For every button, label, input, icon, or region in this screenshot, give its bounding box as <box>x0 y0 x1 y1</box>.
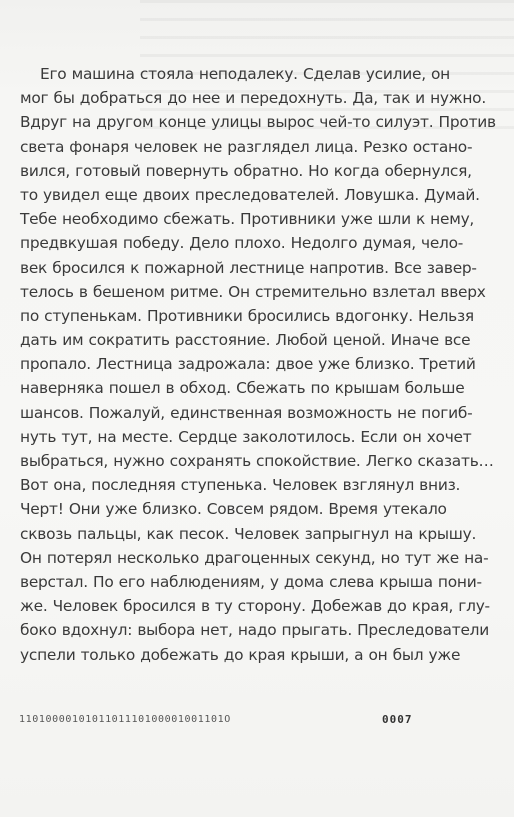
text-line: нуть тут, на месте. Сердце заколотилось. Если он хочет <box>20 427 472 446</box>
text-line: шансов. Пожалуй, единственная возможность не погиб- <box>20 403 473 422</box>
binary-code-footer: 1101000010101101110100001001101O <box>19 714 231 725</box>
text-line: боко вдохнул: выбора нет, надо прыгать. Преследователи <box>20 621 490 640</box>
text-line: Черт! Они уже близко. Совсем рядом. Время утекало <box>20 500 447 519</box>
text-line: мог бы добраться до нее и передохнуть. Да, так и нужно. <box>20 89 486 108</box>
text-line: вился, готовый повернуть обратно. Но когда обернулся, <box>20 161 472 180</box>
text-line: Тебе необходимо сбежать. Противники уже шли к нему, <box>20 210 475 229</box>
text-line: по ступенькам. Противники бросились вдогонку. Нельзя <box>20 306 474 325</box>
text-line: век бросился к пожарной лестнице напротив. Все завер- <box>20 258 477 277</box>
text-line: света фонаря человек не разглядел лица. Резко остано- <box>20 137 473 156</box>
text-line: верстал. По его наблюдениям, у дома слева крыша пони- <box>20 572 482 591</box>
text-line: наверняка пошел в обход. Сбежать по крышам больше <box>20 379 465 398</box>
text-line: выбраться, нужно сохранять спокойствие. Легко сказать… <box>20 452 494 470</box>
text-line: Он потерял несколько драгоценных секунд, но тут же на- <box>20 548 489 567</box>
text-line: Вот она, последняя ступенька. Человек взглянул вниз. <box>20 476 461 495</box>
text-line: Вдруг на другом конце улицы вырос чей-то силуэт. Против <box>20 113 496 132</box>
text-line: предвкушая победу. Дело плохо. Недолго думая, чело- <box>20 234 464 253</box>
text-line: телось в бешеном ритме. Он стремительно взлетал вверх <box>20 282 486 301</box>
body-paragraph <box>20 62 496 667</box>
text-line: же. Человек бросился в ту сторону. Добежав до края, глу- <box>20 597 490 616</box>
text-line: сквозь пальцы, как песок. Человек запрыгнул на крышу. <box>20 524 477 543</box>
text-line: успели только добежать до края крыши, а он был уже <box>20 645 461 664</box>
text-line: Его машина стояла неподалеку. Сделав усилие, он <box>40 65 450 83</box>
text-line: то увидел еще двоих преследователей. Ловушка. Думай. <box>20 185 480 204</box>
text-line: пропало. Лестница задрожала: двое уже близко. Третий <box>20 355 476 374</box>
text-line: дать им сократить расстояние. Любой ценой. Иначе все <box>20 331 471 350</box>
page-number: 0007 <box>382 713 413 726</box>
